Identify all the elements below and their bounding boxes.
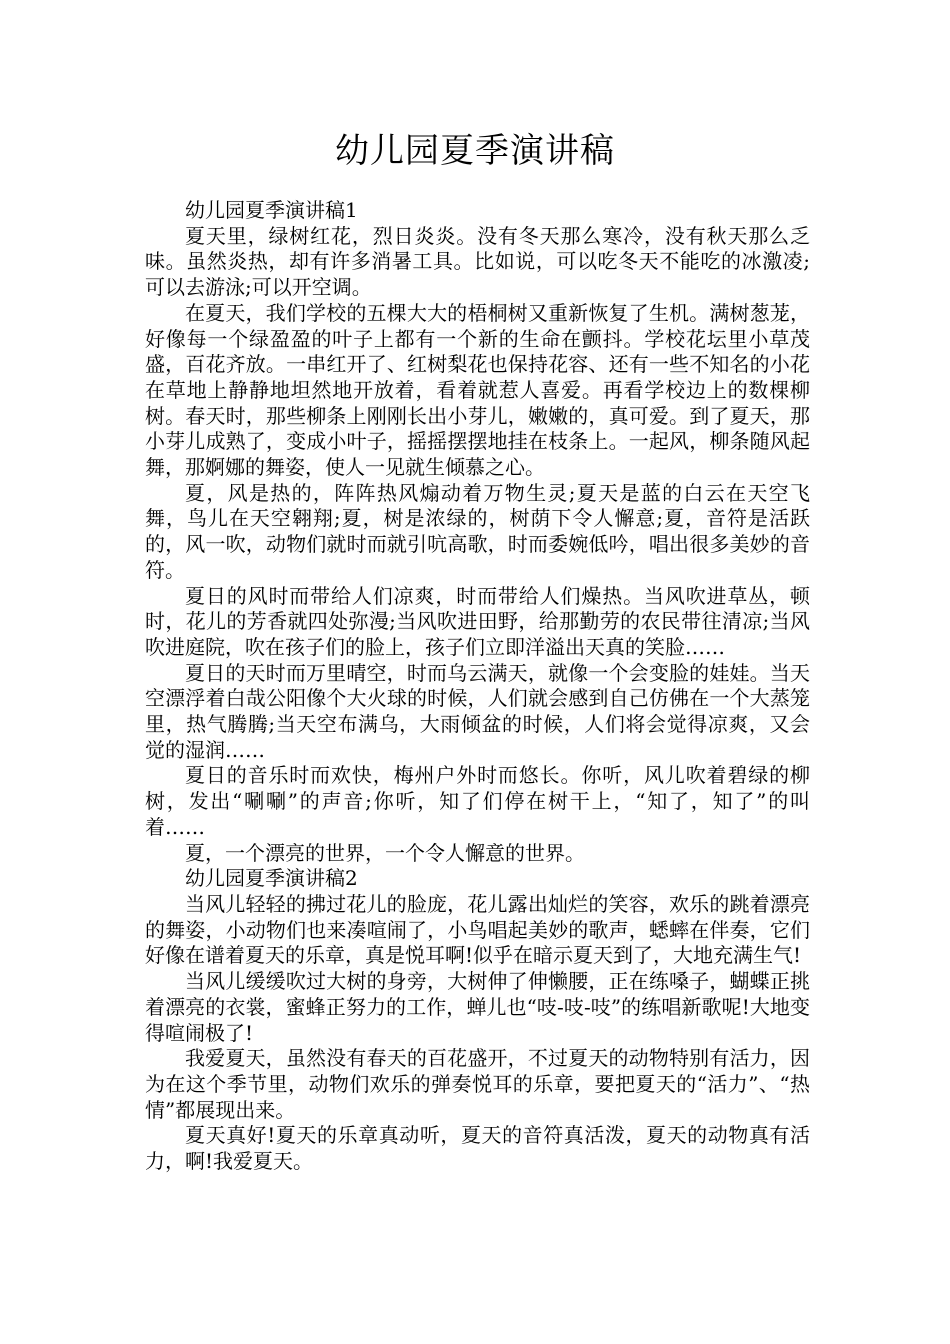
paragraph: 夏日的风时而带给人们凉爽，时而带给人们燥热。当风吹进草丛，顿时，花儿的芳香就四处弥漫;当风吹进田野，给那勤劳的农民带往清凉;当风吹进庭院，吹在孩子们的脸上，孩子们立即洋溢出天真的笑脸……	[145, 583, 810, 659]
section-heading-1: 幼儿园夏季演讲稿1	[185, 198, 358, 222]
paragraph: 在夏天，我们学校的五棵大大的梧桐树又重新恢复了生机。满树葱茏，好像每一个绿盈盈的叶子上都有一个新的生命在颤抖。学校花坛里小草茂盛，百花齐放。一串红开了、红树梨花也保持花容、还有一些不知名的小花在草地上静静地坦然地开放着，看着就惹人喜爱。再看学校边上的数棵柳树。春天时，那些柳条上刚刚长出小芽儿，嫩嫩的，真可爱。到了夏天，那小芽儿成熟了，变成小叶子，摇摇摆摆地挂在枝条上。一起风，柳条随风起舞，那婀娜的舞姿，使人一见就生倾慕之心。	[145, 300, 810, 480]
document-body	[145, 198, 810, 1175]
paragraph: 夏，一个漂亮的世界，一个令人懈意的世界。	[185, 840, 585, 865]
paragraph: 夏，风是热的，阵阵热风煽动着万物生灵;夏天是蓝的白云在天空飞舞，鸟儿在天空翱翔;夏，树是浓绿的，树荫下令人懈意;夏，音符是活跃的，风一吹，动物们就时而就引吭高歌，时而委婉低吟，唱出很多美妙的音符。	[145, 480, 810, 582]
paragraph: 我爱夏天，虽然没有春天的百花盛开，不过夏天的动物特别有活力，因为在这个季节里，动物们欢乐的弹奏悦耳的乐章，要把夏天的“活力”、“热情”都展现出来。	[145, 1046, 810, 1122]
section-heading-2: 幼儿园夏季演讲稿2	[185, 866, 358, 891]
paragraph: 夏日的音乐时而欢快，梅州户外时而悠长。你听，风儿吹着碧绿的柳树，发出“唰唰”的声音;你听，知了们停在树干上，“知了，知了”的叫着……	[145, 763, 810, 839]
paragraph: 夏天真好!夏天的乐章真动听，夏天的音符真活泼，夏天的动物真有活力，啊!我爱夏天。	[145, 1123, 810, 1174]
paragraph: 当风儿轻轻的拂过花儿的脸庞，花儿露出灿烂的笑容，欢乐的跳着漂亮的舞姿，小动物们也来凑喧闹了，小鸟唱起美妙的歌声，蟋蟀在伴奏，它们好像在谱着夏天的乐章，真是悦耳啊!似乎在暗示夏天到了，大地充满生气!	[145, 891, 810, 968]
paragraph: 夏天里，绿树红花，烈日炎炎。没有冬天那么寒冷，没有秋天那么乏味。虽然炎热，却有许多消暑工具。比如说，可以吃冬天不能吃的冰激凌;可以去游泳;可以开空调。	[145, 223, 810, 300]
paragraph: 夏日的天时而万里晴空，时而乌云满天，就像一个会变脸的娃娃。当天空漂浮着白哉公阳像个大火球的时候，人们就会感到自己仿佛在一个大蒸笼里，热气腾腾;当天空布满乌，大雨倾盆的时候，人们将会觉得凉爽，又会觉的湿润……	[145, 660, 810, 762]
paragraph: 当风儿缓缓吹过大树的身旁，大树伸了伸懒腰，正在练嗓子，蝴蝶正挑着漂亮的衣裳，蜜蜂正努力的工作，蝉儿也“吱-吱-吱”的练唱新歌呢!大地变得喧闹极了!	[145, 969, 810, 1045]
document-title: 幼儿园夏季演讲稿	[335, 131, 615, 171]
